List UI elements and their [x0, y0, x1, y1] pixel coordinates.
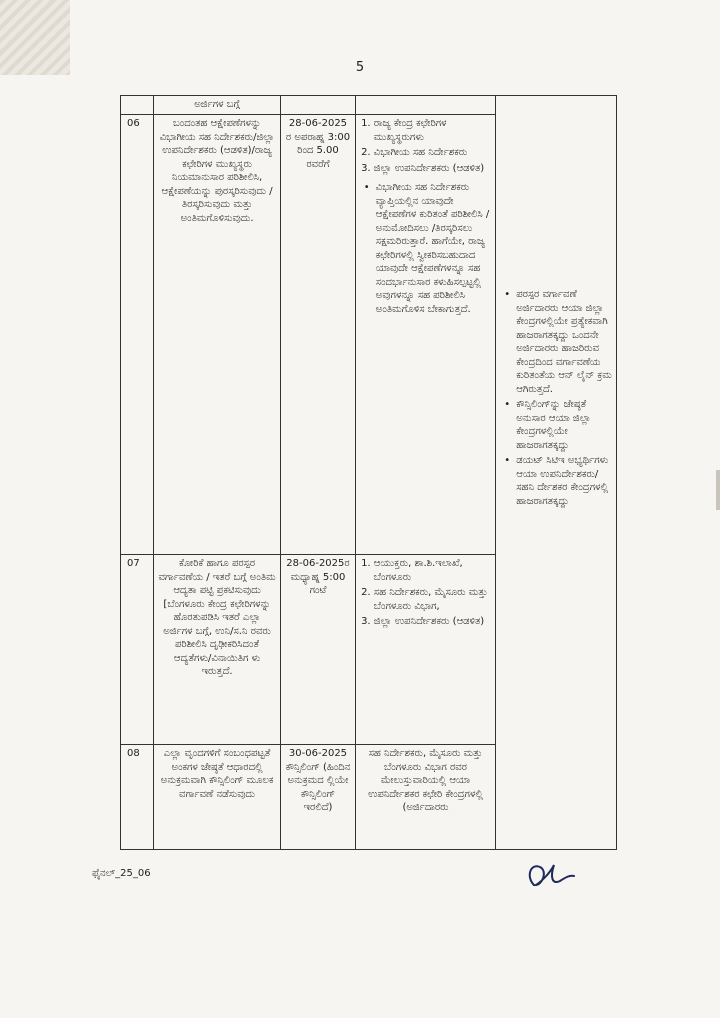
- row-responsible: [355, 115, 495, 555]
- remark-item: • ಡಯಟ್ ಸಿಟಿಇ ಅಭ್ಯರ್ಥಿಗಳು ಆಯಾ ಉಪನಿರ್ದೇಶಕರು/ಸಹನಿ ರ್ದೇಶಕರ ಕೇಂದ್ರಗಳಲ್ಲಿ ಹಾಜರಾಗತಕ್ಕದ್ದು: [510, 454, 612, 508]
- signature-mark: [520, 855, 580, 899]
- responsible-item: 1. ಆಯುಕ್ತರು, ಶಾ.ಶಿ.ಇಲಾಖೆ, ಬೆಂಗಳೂರು: [374, 557, 491, 584]
- row-activity: ಕೋರಿಕೆ ಹಾಗೂ ಪರಸ್ಪರ ವರ್ಗಾವಣೆಯ / ಇತರೆ ಬಗ್ಗೆ ಅಂತಿಮ ಆದ್ಯತಾ ಪಟ್ಟಿ ಪ್ರಕಟಿಸುವುದು [ಬೆಂಗಳೂರು ಕೇಂದ್ರ ಕಛೇರಿಗಳನ್ನು ಹೊರತುಪಡಿಸಿ ಇತರೆ ಎಲ್ಲಾ ಅರ್ಜಿಗಳ ಬಗ್ಗೆ, ಉನಿ/ಸ.ನಿ ರವರು ಪರಿಶೀಲಿಸಿ ದೃಢೀಕರಿಸಿದಂತೆ ಆದ್ಯತೆಗಳು/ವಿನಾಯಿತಿಗ ಳು ಇರುತ್ತದೆ.: [153, 555, 280, 745]
- continuation-activity: ಅರ್ಜಿಗಳ ಬಗ್ಗೆ: [153, 96, 280, 115]
- responsible-note: • ವಿಭಾಗೀಯ ಸಹ ನಿರ್ದೇಶಕರು ವ್ಯಾಪ್ತಿಯಲ್ಲಿನ ಯಾವುದೇ ಆಕ್ಷೇಪಣೆಗಳ ಕುರಿತಂತೆ ಪರಿಶೀಲಿಸಿ / ಅನುಮೋದಿಸಲು /ತಿರಸ್ಕರಿಸಲು ಸಕ್ಷಮರಿರುತ್ತಾರೆ. ಹಾಗೆಯೇ, ರಾಜ್ಯ ಕಛೇರಿಗಳಲ್ಲಿ ಸ್ವೀಕರಿಸಬಹುದಾದ ಯಾವುದೇ ಆಕ್ಷೇಪಣೆಗಳನ್ನೂ ಸಹ ಸಂದರ್ಭಾನುಸಾರ ಕಳುಹಿಸಲ್ಪಟ್ಟಲ್ಲಿ ಅವುಗಳನ್ನೂ ಸಹ ಪರಿಶೀಲಿಸಿ ಅಂತಿಮಗೊಳಿಸ ಬೇಕಾಗುತ್ತದೆ.: [370, 181, 491, 316]
- responsible-item: 3. ಜಿಲ್ಲಾ ಉಪನಿರ್ದೇಶಕರು (ಆಡಳಿತ): [374, 162, 491, 176]
- row-activity: ಎಲ್ಲಾ ವೃಂದಗಳಿಗೆ ಸಂಬಂಧಪಟ್ಟತೆ ಅಂಕಗಳ ಜೇಷ್ಠತೆ ಆಧಾರದಲ್ಲಿ ಅನುಕ್ರಮವಾಗಿ ಕೌನ್ಸಿಲಿಂಗ್ ಮೂಲಕ ವರ್ಗಾವಣೆ ನಡೆಸುವುದು: [153, 745, 280, 850]
- footer-label: ಫೈನಲ್_25_06: [92, 868, 151, 879]
- responsible-item: 1. ರಾಜ್ಯ ಕೇಂದ್ರ ಕಛೇರಿಗಳ ಮುಖ್ಯಸ್ಥರುಗಳು: [374, 117, 491, 144]
- row-date: 30-06-2025 ಕೌನ್ಸಿಲಿಂಗ್ (ಹಿಂದಿನ ಅನುಕ್ರಮದ ಲ್ಲಿಯೇ ಕೌನ್ಸಿಲಿಂಗ್ ಇರಲಿದೆ): [281, 745, 356, 850]
- responsible-item: 2. ಸಹ ನಿರ್ದೇಶಕರು, ಮೈಸೂರು ಮತ್ತು ಬೆಂಗಳೂರು ವಿಭಾಗ,: [374, 586, 491, 613]
- row-activity: ಬಂದಂತಹ ಆಕ್ಷೇಪಣೆಗಳನ್ನು ವಿಭಾಗೀಯ ಸಹ ನಿರ್ದೇಶಕರು/ಜಿಲ್ಲಾ ಉಪನಿರ್ದೇಶಕರು (ಆಡಳಿತ)/ರಾಜ್ಯ ಕಛೇರಿಗಳ ಮುಖ್ಯಸ್ಥರು ನಿಯಮಾನುಸಾರ ಪರಿಶೀಲಿಸಿ, ಆಕ್ಷೇಪಣೆಯನ್ನು ಪುರಸ್ಕರಿಸುವುದು / ತಿರಸ್ಕರಿಸುವುದು ಮತ್ತು ಅಂತಿಮಗೊಳಿಸುವುದು.: [153, 115, 280, 555]
- responsible-item: 2. ವಿಭಾಗೀಯ ಸಹ ನಿರ್ದೇಶಕರು: [374, 146, 491, 160]
- remarks-cell: [496, 96, 617, 850]
- row-responsible: [355, 555, 495, 745]
- schedule-table: [120, 95, 617, 850]
- row-number: 07: [121, 555, 154, 745]
- row-date: 28-06-2025 ರ ಅಪರಾಹ್ನ 3:00 ರಿಂದ 5.00 ರವರೆಗೆ: [281, 115, 356, 555]
- row-number: 08: [121, 745, 154, 850]
- remark-item: • ಪರಸ್ಪರ ವರ್ಗಾವಣೆ ಅರ್ಜಿದಾರರು ಆಯಾ ಜಿಲ್ಲಾ ಕೇಂದ್ರಗಳಲ್ಲಿಯೇ ಪ್ರತ್ಯೇಕವಾಗಿ ಹಾಜರಾಗತಕ್ಕದ್ದು ಒಂದನೇ ಅರ್ಜಿದಾರರು ಹಾಜರಿರುವ ಕೇಂದ್ರದಿಂದ ವರ್ಗಾವಣೆಯ ಕುರಿತಂತೆಯ ಆನ್ ಲೈನ್ ಕ್ರಮ ಆಗಿರುತ್ತದೆ.: [510, 288, 612, 396]
- page-edge: [716, 470, 720, 510]
- responsible-item: 3. ಜಿಲ್ಲಾ ಉಪನಿರ್ದೇಶಕರು (ಆಡಳಿತ): [374, 615, 491, 629]
- remark-item: • ಕೌನ್ಸಿಲಿಂಗ್‌ನ್ನು ಜೇಷ್ಠತೆ ಅನುಸಾರ ಆಯಾ ಜಿಲ್ಲಾ ಕೇಂದ್ರಗಳಲ್ಲಿಯೇ ಹಾಜರಾಗತಕ್ಕದ್ದು: [510, 398, 612, 452]
- continuation-no: [121, 96, 154, 115]
- row-number: 06: [121, 115, 154, 555]
- page-number: 5: [355, 60, 365, 75]
- row-date: 28-06-2025ರ ಮಧ್ಯಾಹ್ನ 5:00 ಗಂಟೆ: [281, 555, 356, 745]
- row-responsible: ಸಹ ನಿರ್ದೇಶಕರು, ಮೈಸೂರು ಮತ್ತು ಬೆಂಗಳೂರು ವಿಭಾಗ ರವರ ಮೇಲುಸ್ತುವಾರಿಯಲ್ಲಿ ಆಯಾ ಉಪನಿರ್ದೇಶಕರ ಕಛೇರಿ ಕೇಂದ್ರಗಳಲ್ಲಿ (ಅರ್ಜಿದಾರರು: [355, 745, 495, 850]
